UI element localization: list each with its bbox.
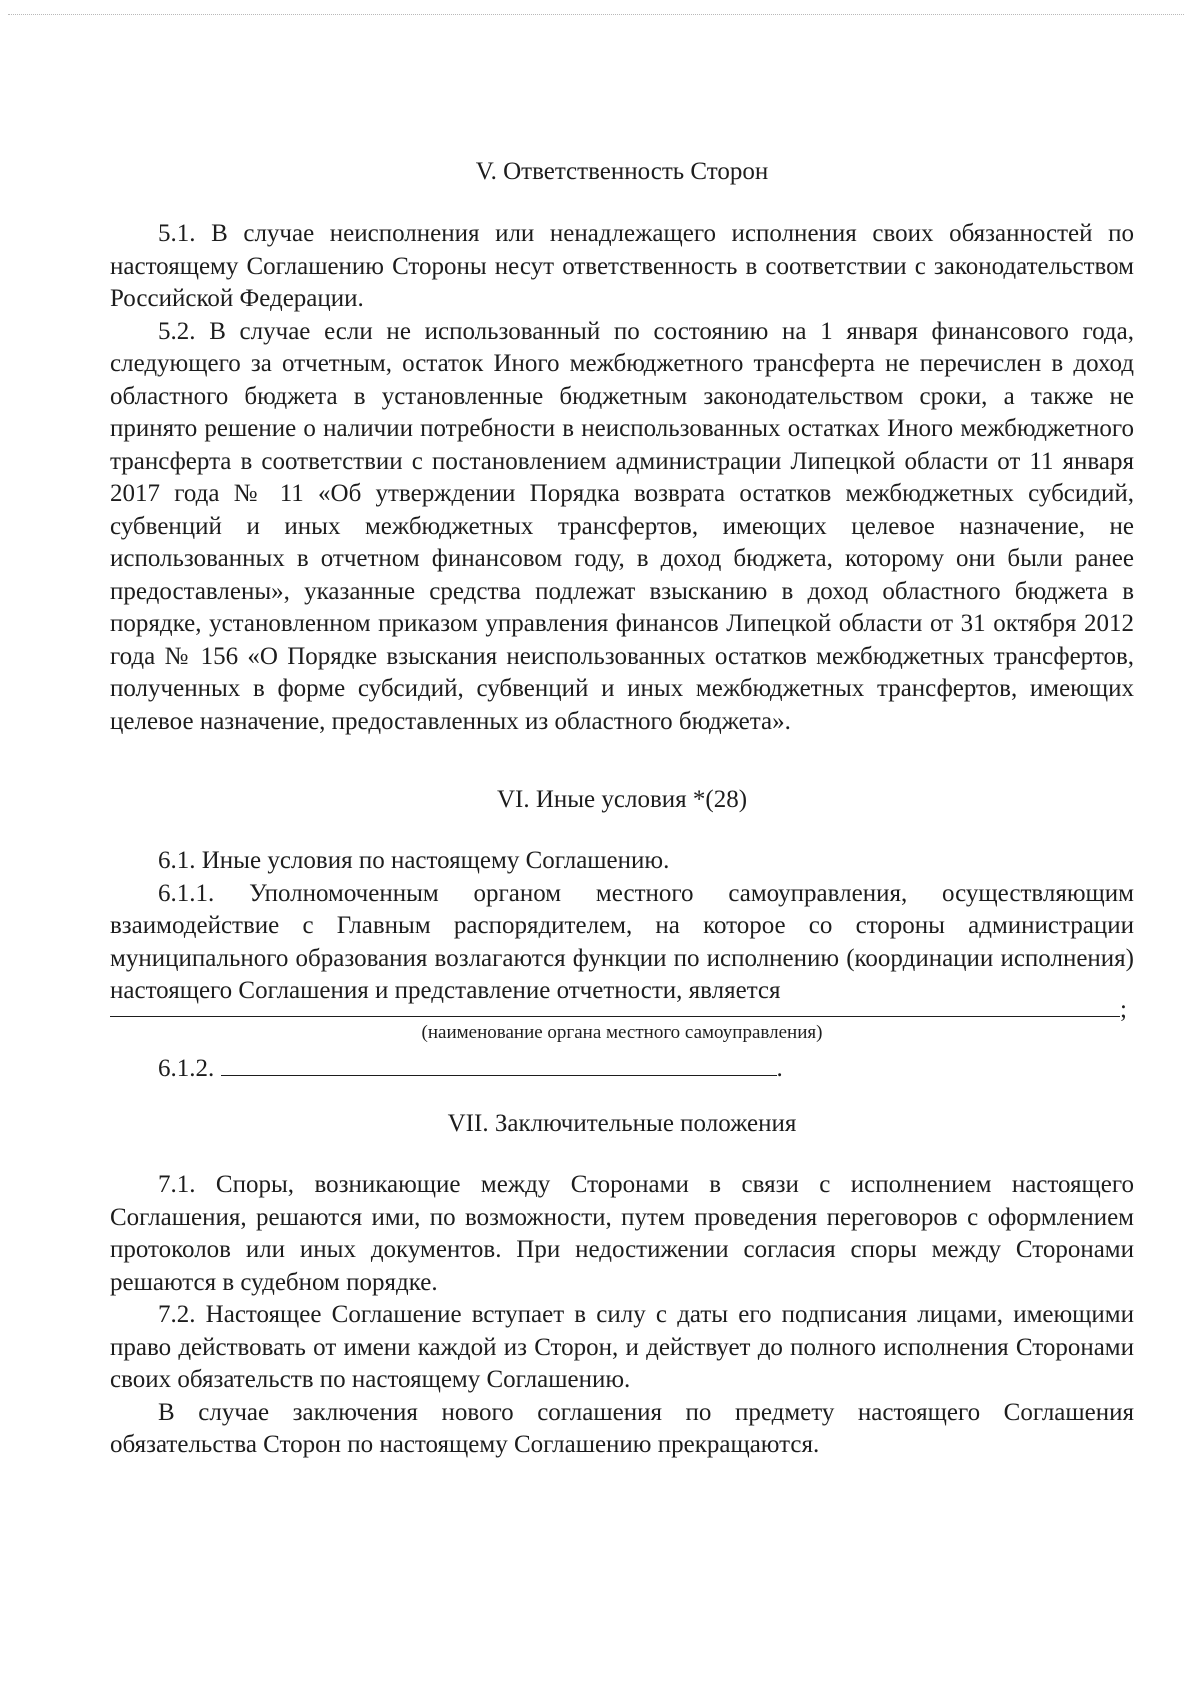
item-6-1-2-period: . xyxy=(776,1055,783,1082)
section-5-title: V. Ответственность Сторон xyxy=(475,158,769,185)
blank-line-6-1-2 xyxy=(221,1049,777,1076)
section-6-title: VI. Иные условия *(28) xyxy=(496,786,748,813)
item-6-1-2-label: 6.1.2. xyxy=(158,1055,215,1082)
section-7-title: VII. Заключительные положения xyxy=(447,1110,797,1137)
section-6-body xyxy=(110,845,1134,1008)
blank-caption: (наименование органа местного самоуправления) xyxy=(421,1022,823,1043)
blank-line-authority xyxy=(110,990,1120,1017)
paragraph-6-1-1: 6.1.1. Уполномоченным органом местного самоуправления, осуществляющим взаимодействие с Главным распорядителем, на которое со стороны администрации муниципального образования возлагаются функции по исполнению (координации исполнения) настоящего Соглашения и представление отчетности, является xyxy=(110,879,1134,1004)
section-5-body xyxy=(110,218,1134,738)
paragraph-6-1: 6.1. Иные условия по настоящему Соглашению. xyxy=(158,847,670,874)
paragraph-7-3: В случае заключения нового соглашения по предмету настоящего Соглашения обязательства Сторон по настоящему Соглашению прекращаются. xyxy=(110,1398,1134,1458)
item-6-1-2-row xyxy=(110,1049,1134,1085)
paragraph-5-1: 5.1. В случае неисполнения или ненадлежащего исполнения своих обязанностей по настоящему Соглашению Стороны несут ответственность в соответствии с законодательством Российской Федерации. xyxy=(110,220,1134,312)
paragraph-7-1: 7.1. Споры, возникающие между Сторонами в связи с исполнением настоящего Соглашения, решаются ими, по возможности, путем проведения переговоров с оформлением протоколов или иных документов. При недостижении согласия споры между Сторонами решаются в судебном порядке. xyxy=(110,1171,1134,1296)
paragraph-5-2: 5.2. В случае если не использованный по состоянию на 1 января финансового года, следующего за отчетным, остаток Иного межбюджетного трансферта не перечислен в доход областного бюджета в установленные бюджетным законодательством сроки, а также не принято решение о наличии потребности в неиспользованных остатках Иного межбюджетного трансферта в соответствии с постановлением администрации Липецкой области от 11 января 2017 года № 11 «Об утверждении Порядка возврата остатков межбюджетных субсидий, субвенций и иных межбюджетных трансфертов, имеющих целевое назначение, не использованных в отчетном финансовом году, в доход бюджета, которому они были ранее предоставлены», указанные средства подлежат взысканию в доход областного бюджета в порядке, установленном приказом управления финансов Липецкой области от 31 октября 2012 года № 156 «О Порядке взыскания неиспользованных остатков межбюджетных трансфертов, полученных в форме субсидий, субвенций и иных межбюджетных трансфертов, имеющих целевое назначение, предоставленных из областного бюджета». xyxy=(110,317,1134,735)
section-7-body xyxy=(110,1169,1134,1462)
paragraph-7-2: 7.2. Настоящее Соглашение вступает в силу с даты его подписания лицами, имеющими право действовать от имени каждой из Сторон, и действует до полного исполнения Сторонами своих обязательств по настоящему Соглашению. xyxy=(110,1301,1134,1393)
blank-line-semicolon: ; xyxy=(1120,996,1127,1023)
